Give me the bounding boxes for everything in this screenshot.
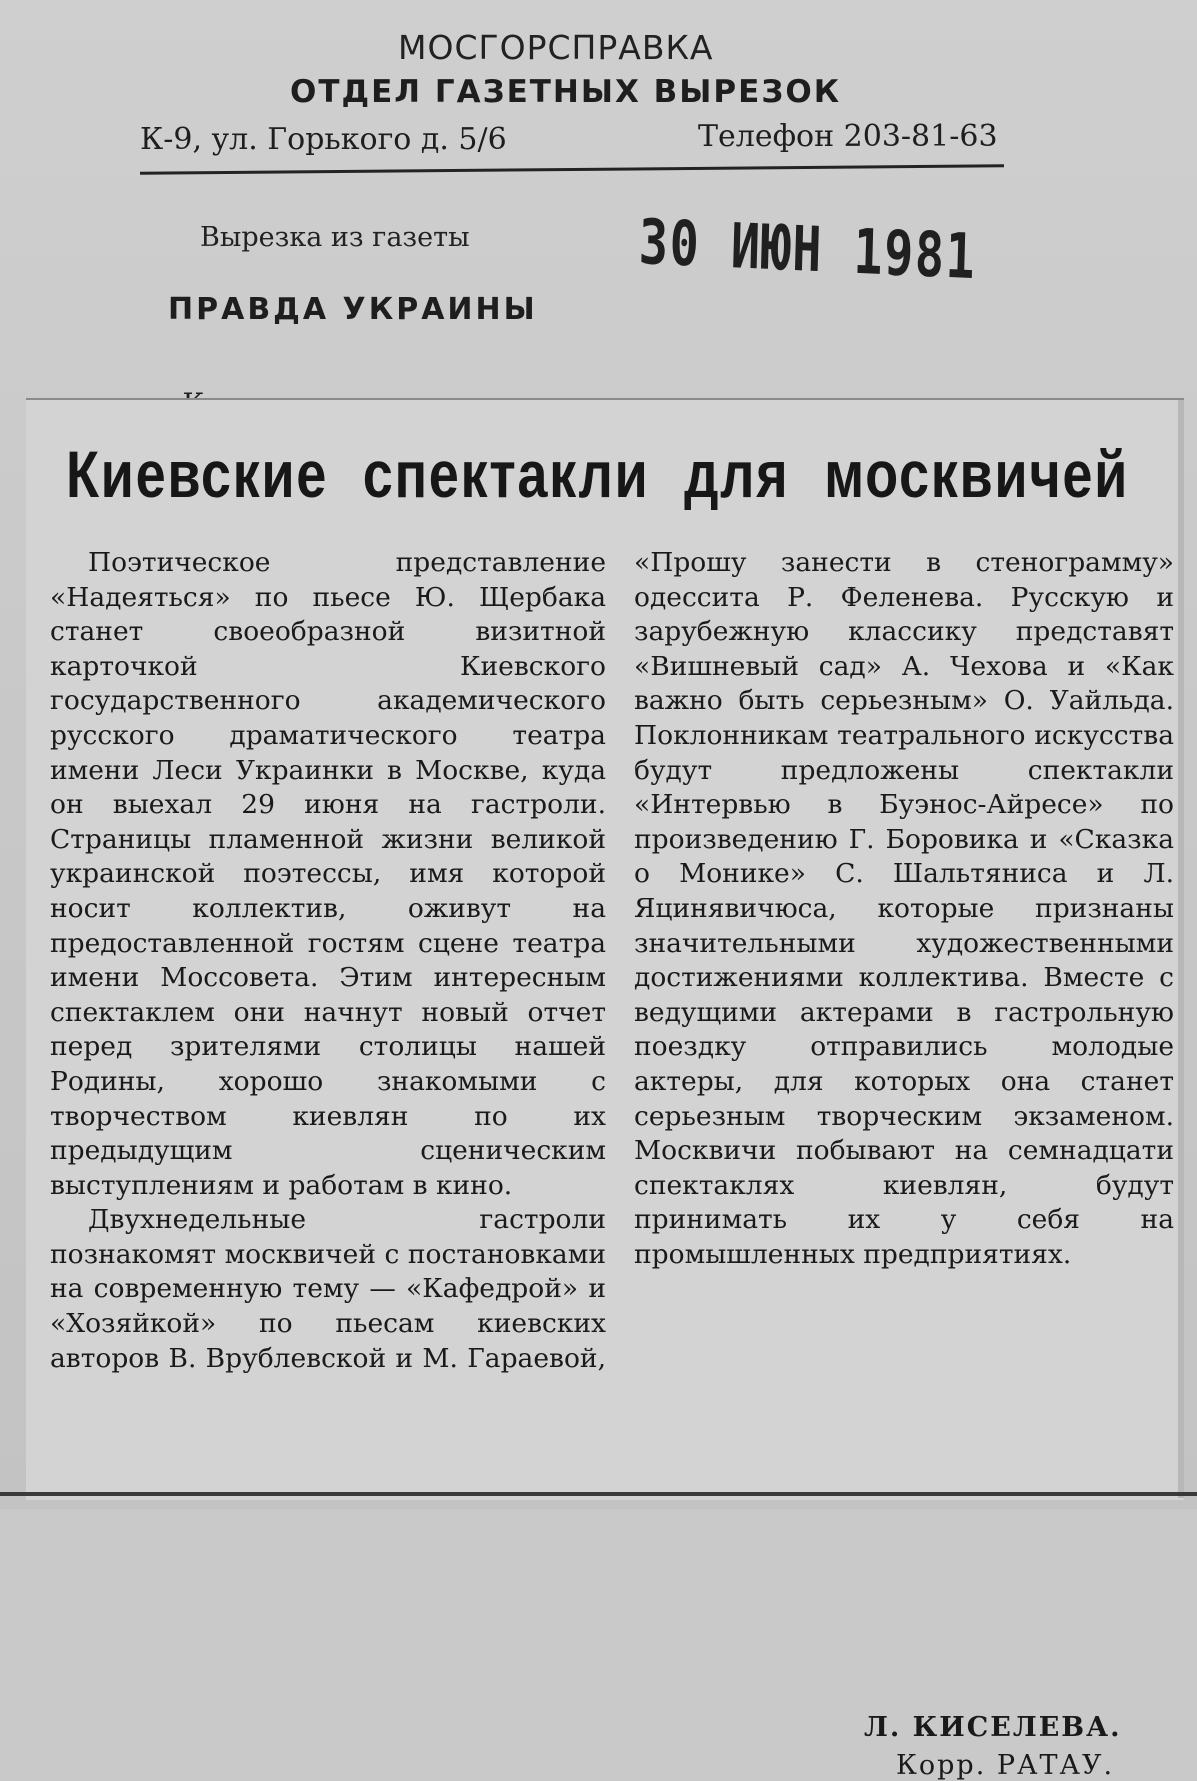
agency-address: К-9, ул. Горького д. 5/6 [140, 122, 507, 157]
clipping-edge [1178, 400, 1184, 1498]
article-paragraph: «Прошу занести в стенограмму» одессита Р. Феленева. Русскую и зарубежную классику представят «Вишневый сад» А. Чехова и «Как важно быть серьезным» О. Уайльда. Поклонникам театрального искусства будут предложены спектакли «Интервью в Буэнос-Айресе» по произведению Г. Боровика и «Сказка о Монике» С. Шальтяниса и Л. Яцинявичюса, которые признаны значительными художественными достижениями коллектива. Вместе с ведущими актерами в гастрольную поездку отправились молодые актеры, для которых она станет серьезным творческим экзаменом. Москвичи побывают на семнадцати спектаклях киевлян, будут принимать их у себя на промышленных предприятиях. [634, 547, 1174, 1270]
department-name: ОТДЕЛ ГАЗЕТНЫХ ВЫРЕЗОК [290, 74, 842, 110]
agency-phone: Телефон 203-81-63 [698, 119, 998, 154]
organization-name: МОСГОРСПРАВКА [398, 28, 714, 67]
date-stamp: 30 ИЮН 1981 [638, 205, 978, 294]
newspaper-name: ПРАВДА УКРАИНЫ [168, 292, 538, 327]
bottom-divider [0, 1492, 1197, 1496]
article-author: Л. КИСЕЛЕВА. [864, 1712, 1122, 1743]
newspaper-clipping [26, 398, 1184, 1781]
author-title: Корр. РАТАУ. [896, 1750, 1115, 1781]
header-divider [140, 164, 1004, 175]
article-column-left [50, 546, 606, 1376]
article-paragraph: Поэтическое представление «Надеяться» по пьесе Ю. Щербака станет своеобразной визитной карточкой Киевского государственного академического русского драматического театра имени Леси Украинки в Москве, куда он выехал 29 июня на гастроли. Страницы пламенной жизни великой украинской поэтессы, имя которой носит коллектив, оживут на предоставленной гостям сцене театра имени Моссовета. Этим интересным спектаклем они начнут новый отчет перед зрителями столицы нашей Родины, хорошо знакомыми с творчеством киевлян по их предыдущим сценическим выступлениям и работам в кино. [50, 547, 606, 1201]
clipping-label: Вырезка из газеты [200, 222, 470, 253]
article-paragraph: Двухнедельные гастроли познакомят москвичей с постановками на современную тему — «Кафедрой» и «Хозяйкой» по пьесам киевских авторов В. Врублевской и М. Гараевой, [50, 1204, 606, 1374]
article-column-right [634, 546, 1174, 1272]
article-headline: Киевские спектакли для москвичей [66, 437, 1130, 511]
